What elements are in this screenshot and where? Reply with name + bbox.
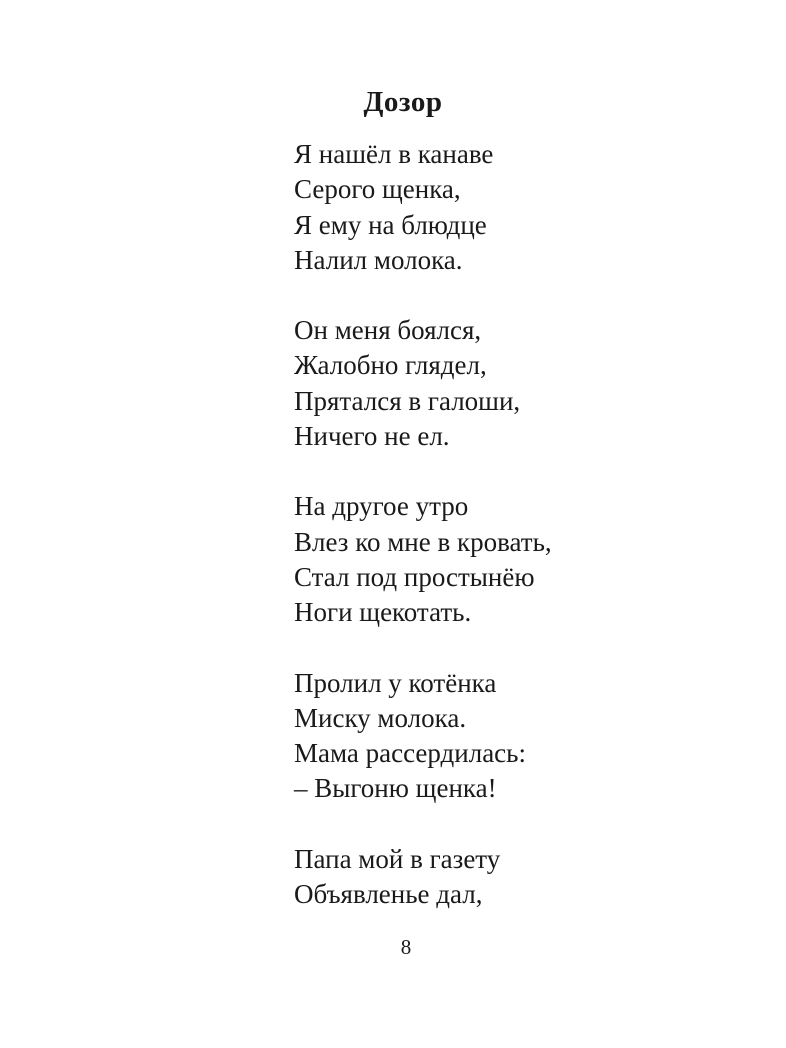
poem-line: Папа мой в газету [294,843,501,874]
page-number: 8 [400,935,412,959]
poem-line: Стал под простынёю [294,561,535,592]
poem-line: Влез ко мне в кровать, [294,526,552,557]
poem-line: Я нашёл в канаве [294,139,494,169]
poem-line: Серого щенка, [294,174,461,205]
poem-line: Прятался в галоши, [294,385,521,416]
stanza [294,313,552,454]
poem-line: Ничего не ел. [294,421,450,452]
stanza [294,842,552,913]
poem-line: Объявленье дал, [294,879,483,910]
poem-line: Я ему на блюдце [294,209,487,240]
poem-line: Налил молока. [294,244,463,275]
poem-body [294,137,552,947]
poem-line: Жалобно глядел, [294,350,487,381]
poem-line: – Выгоню щенка! [294,773,497,804]
stanza [294,137,552,278]
poem-title: Дозор [363,86,443,118]
poem-line: На другое утро [294,491,469,522]
poem-line: Миску молока. [294,702,467,733]
poem-line: Он меня боялся, [294,315,482,346]
stanza [294,489,552,630]
poem-line: Пролил у котёнка [294,667,497,698]
poem-line: Мама рассердилась: [294,738,526,769]
stanza [294,666,552,807]
poem-line: Ноги щекотать. [294,597,472,628]
